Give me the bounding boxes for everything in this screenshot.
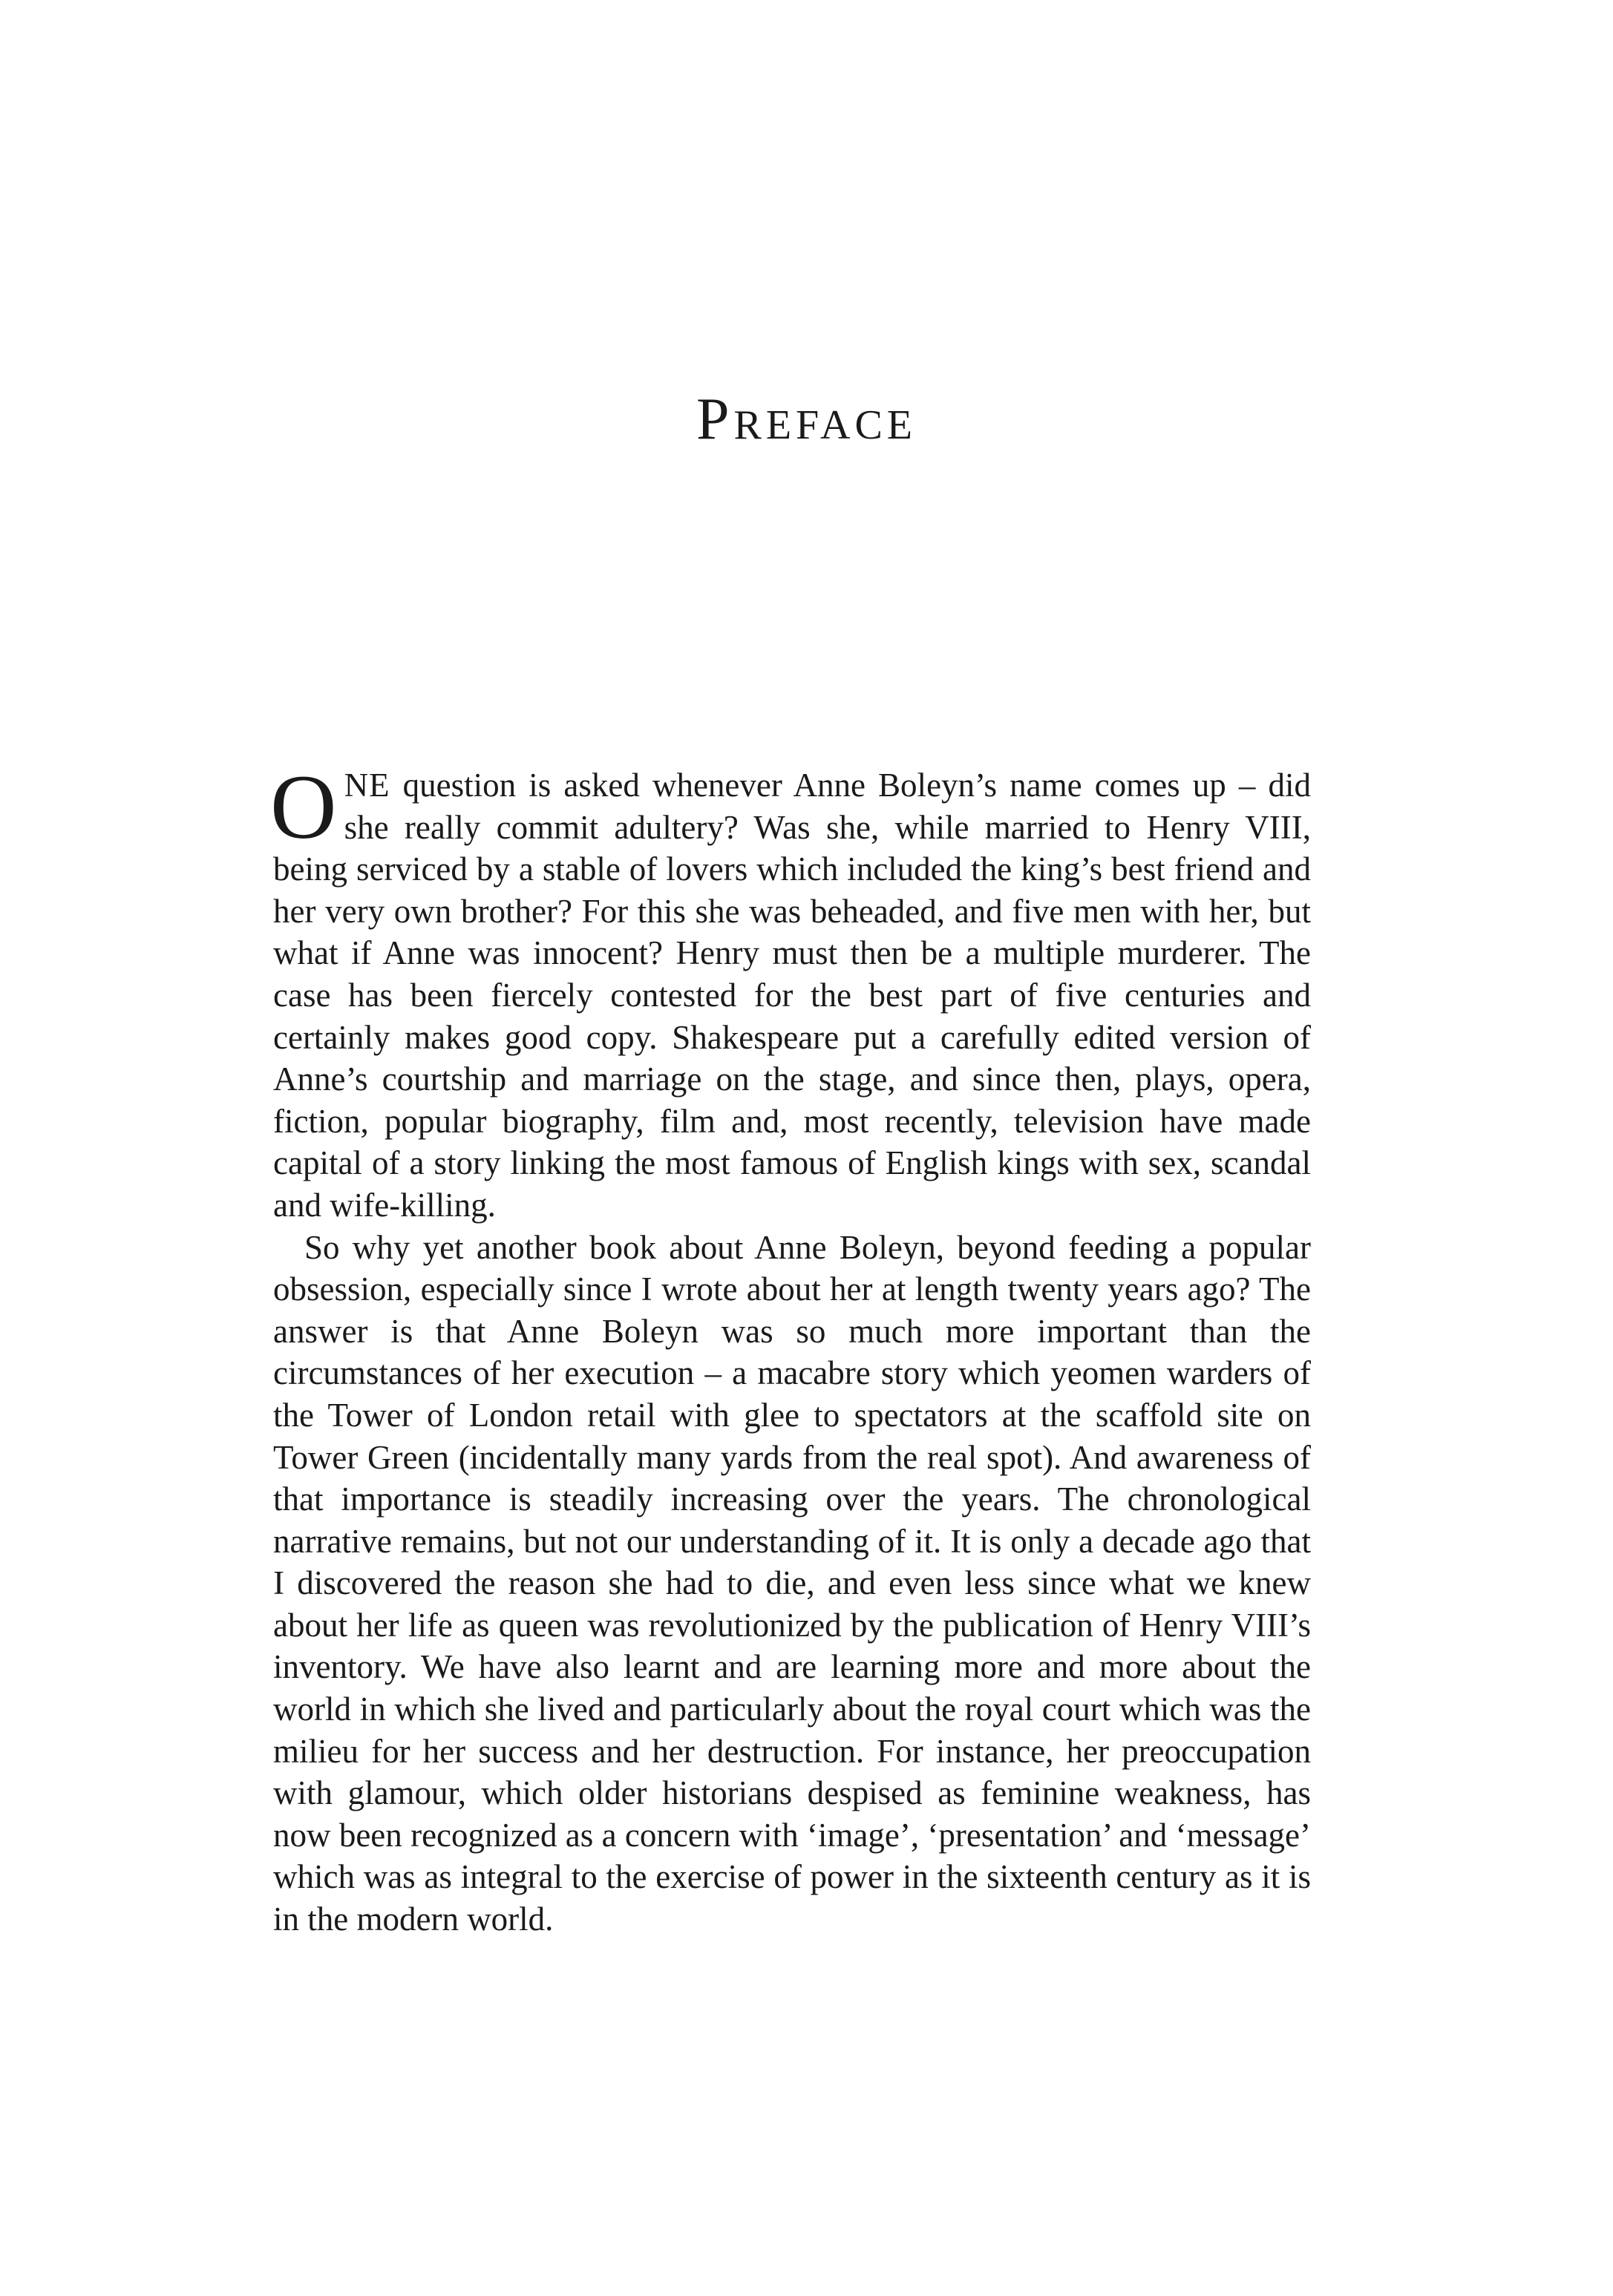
paragraph-1-text: question is asked whenever Anne Boleyn’s name comes up – did she really commit adultery? Was she, while married to Henry VIII, being serviced by a stable of lovers which included the king’s best friend and her very own brother? For this she was beheaded, and five men with her, but what if Anne was innocent? Henry must then be a multiple murderer. The case has been fiercely contested for the best part of five centuries and certainly makes good copy. Shakespeare put a carefully edited version of Anne’s courtship and marriage on the stage, and since then, plays, opera, fiction, popular biography, film and, most recently, television have made capital of a story linking the most famous of English kings with sex, scandal and wife-killing. bbox=[273, 767, 1311, 1224]
lead-small-caps: NE bbox=[344, 767, 390, 804]
paragraph-1 bbox=[270, 756, 1311, 1227]
body-text bbox=[270, 756, 1311, 1941]
page-title: Preface bbox=[696, 387, 917, 452]
paragraph-2: So why yet another book about Anne Boleyn, beyond feeding a popular obsession, especially since I wrote about her at length twenty years ago? The answer is that Anne Boleyn was so much more important than the circumstances of her execution – a macabre story which yeomen warders of the Tower of London retail with glee to spectators at the scaffold site on Tower Green (incidentally many yards from the real spot). And awareness of that importance is steadily increasing over the years. The chronological narrative remains, but not our understanding of it. It is only a decade ago that I discovered the reason she had to die, and even less since what we knew about her life as queen was revolutionized by the publication of Henry VIII’s inventory. We have also learnt and are learning more and more about the world in which she lived and particularly about the royal court which was the milieu for her success and her destruction. For instance, her preoccupation with glamour, which older historians despised as feminine weakness, has now been recognized as a concern with ‘image’, ‘presentation’ and ‘message’ which was as integral to the exercise of power in the sixteenth century as it is in the modern world. bbox=[273, 1228, 1311, 1938]
drop-cap: O bbox=[270, 756, 337, 858]
